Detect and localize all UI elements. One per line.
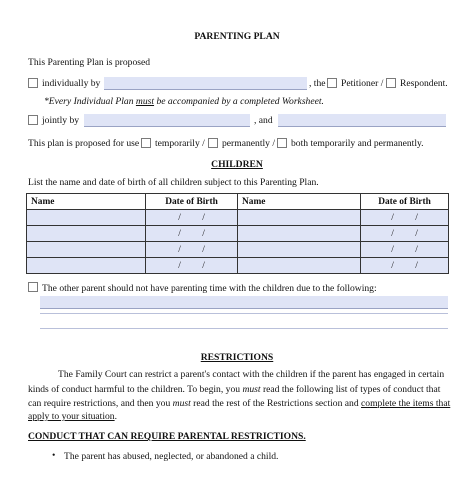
restrictions-line-3a: can require restrictions, and then you xyxy=(28,398,173,409)
dob-slash: / xyxy=(415,228,418,239)
worksheet-note-pre: *Every Individual Plan xyxy=(44,96,136,107)
restrictions-line-4-end: . xyxy=(114,411,118,422)
restrictions-line-3b: read the rest of the Restrictions section and xyxy=(190,398,362,409)
table-row xyxy=(27,258,449,274)
other-parent-label: The other parent should not have parenting time with the children due to the following: xyxy=(42,283,377,294)
page-title: PARENTING PLAN xyxy=(194,31,280,42)
other-parent-reason-line-3[interactable] xyxy=(40,328,448,329)
table-row xyxy=(27,226,449,242)
restrictions-apply-situation: apply to your situation xyxy=(28,411,115,422)
dob-slash: / xyxy=(391,244,394,255)
jointly-label: jointly by xyxy=(42,115,80,126)
dob-slash: / xyxy=(415,244,418,255)
restrictions-line-2a: kinds of conduct harmful to the children. To begin, you xyxy=(28,384,243,395)
child-dob-cell[interactable] xyxy=(146,258,238,274)
children-heading: CHILDREN xyxy=(211,159,263,170)
petitioner-checkbox[interactable] xyxy=(327,78,337,88)
restrictions-complete-items: complete the items that xyxy=(361,398,451,409)
petitioner-label: Petitioner / xyxy=(341,78,384,89)
child-dob-cell[interactable] xyxy=(361,242,449,258)
child-dob-cell[interactable] xyxy=(146,242,238,258)
jointly-first-party-field[interactable] xyxy=(84,114,250,127)
dob-slash: / xyxy=(202,260,205,271)
child-dob-cell[interactable] xyxy=(361,210,449,226)
and-label: , and xyxy=(254,115,273,126)
other-parent-reason-line-1[interactable] xyxy=(40,296,448,309)
col-header-name-2: Name xyxy=(238,194,361,210)
dob-slash: / xyxy=(178,260,181,271)
child-dob-cell[interactable] xyxy=(146,226,238,242)
dob-slash: / xyxy=(178,244,181,255)
both-label: both temporarily and permanently. xyxy=(291,138,424,149)
restrictions-must-2: must xyxy=(172,398,191,409)
table-row xyxy=(27,242,449,258)
dob-slash: / xyxy=(391,260,394,271)
individually-label: individually by xyxy=(42,78,101,89)
child-name-cell[interactable] xyxy=(27,258,146,274)
both-checkbox[interactable] xyxy=(277,138,287,148)
restrictions-heading: RESTRICTIONS xyxy=(200,352,274,363)
jointly-second-party-field[interactable] xyxy=(278,114,446,127)
child-dob-cell[interactable] xyxy=(146,210,238,226)
restrictions-line-1: The Family Court can restrict a parent's contact with the children if the parent has engaged in certain xyxy=(58,369,445,380)
dob-slash: / xyxy=(202,228,205,239)
bullet-item: The parent has abused, neglected, or abandoned a child. xyxy=(64,451,279,462)
respondent-label: Respondent. xyxy=(400,78,448,89)
table-header-row xyxy=(27,194,449,210)
conduct-heading: CONDUCT THAT CAN REQUIRE PARENTAL RESTRICTIONS. xyxy=(28,431,306,442)
restrictions-must-1: must xyxy=(242,384,261,395)
restrictions-line-2b: read the following list of types of conduct that xyxy=(260,384,441,395)
bullet-dot: • xyxy=(52,450,56,461)
restrictions-line-3 xyxy=(28,398,450,410)
dob-slash: / xyxy=(391,212,394,223)
child-name-cell[interactable] xyxy=(238,226,361,242)
intro-text: This Parenting Plan is proposed xyxy=(28,57,151,68)
other-parent-checkbox[interactable] xyxy=(28,282,38,292)
col-header-dob-2: Date of Birth xyxy=(361,194,449,210)
dob-slash: / xyxy=(415,260,418,271)
permanently-checkbox[interactable] xyxy=(208,138,218,148)
respondent-checkbox[interactable] xyxy=(386,78,396,88)
dob-slash: / xyxy=(178,212,181,223)
child-name-cell[interactable] xyxy=(27,226,146,242)
child-name-cell[interactable] xyxy=(27,210,146,226)
children-table xyxy=(26,193,449,274)
worksheet-note-post: be accompanied by a completed Worksheet. xyxy=(154,96,324,107)
temporarily-label: temporarily / xyxy=(155,138,205,149)
dob-slash: / xyxy=(202,244,205,255)
children-instruction: List the name and date of birth of all children subject to this Parenting Plan. xyxy=(28,177,319,188)
child-name-cell[interactable] xyxy=(27,242,146,258)
individually-checkbox[interactable] xyxy=(28,78,38,88)
restrictions-line-4 xyxy=(28,411,117,423)
table-row xyxy=(27,210,449,226)
dob-slash: / xyxy=(202,212,205,223)
child-dob-cell[interactable] xyxy=(361,258,449,274)
col-header-dob-1: Date of Birth xyxy=(146,194,238,210)
jointly-checkbox[interactable] xyxy=(28,115,38,125)
worksheet-note-must: must xyxy=(135,96,155,107)
the-label: , the xyxy=(309,78,326,89)
dob-slash: / xyxy=(178,228,181,239)
restrictions-line-2 xyxy=(28,384,440,396)
col-header-name-1: Name xyxy=(27,194,146,210)
child-name-cell[interactable] xyxy=(238,242,361,258)
other-parent-reason-line-2[interactable] xyxy=(40,313,448,314)
temporarily-checkbox[interactable] xyxy=(141,138,151,148)
dob-slash: / xyxy=(415,212,418,223)
child-dob-cell[interactable] xyxy=(361,226,449,242)
permanently-label: permanently / xyxy=(222,138,276,149)
child-name-cell[interactable] xyxy=(238,258,361,274)
child-name-cell[interactable] xyxy=(238,210,361,226)
purpose-label: This plan is proposed for use xyxy=(28,138,140,149)
worksheet-note xyxy=(44,96,324,108)
individually-name-field[interactable] xyxy=(104,77,307,90)
dob-slash: / xyxy=(391,228,394,239)
